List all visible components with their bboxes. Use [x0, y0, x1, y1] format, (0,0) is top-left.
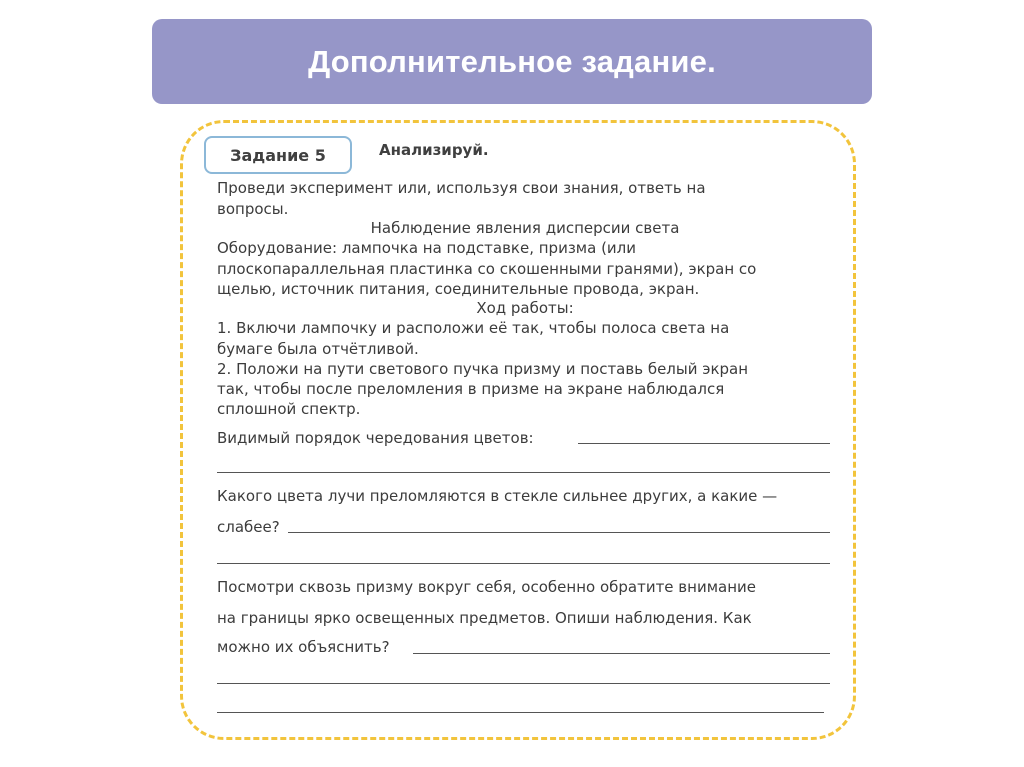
question-3: на границы ярко освещенных предметов. Опиши наблюдения. Как	[217, 609, 752, 627]
intro-line: вопросы.	[217, 200, 289, 218]
question-3: можно их объяснить?	[217, 638, 390, 656]
question-2: Какого цвета лучи преломляются в стекле сильнее других, а какие —	[217, 487, 778, 505]
slide-title: Дополнительное задание.	[308, 43, 716, 79]
task-badge: Задание 5	[204, 136, 352, 174]
answer-line[interactable]	[217, 683, 830, 684]
step-line: сплошной спектр.	[217, 400, 361, 418]
slide-header	[152, 19, 872, 104]
equipment-line: щелью, источник питания, соединительные провода, экран.	[217, 280, 700, 298]
step-line: 2. Положи на пути светового пучка призму и поставь белый экран	[217, 360, 749, 378]
answer-line[interactable]	[217, 563, 830, 564]
question-2: слабее?	[217, 518, 280, 536]
task-heading: Анализируй.	[379, 141, 489, 159]
answer-line[interactable]	[288, 532, 830, 533]
question-1: Видимый порядок чередования цветов:	[217, 429, 534, 447]
equipment-line: плоскопараллельная пластинка со скошенными гранями), экран со	[217, 260, 757, 278]
procedure-title: Ход работы:	[476, 299, 574, 317]
intro-line: Проведи эксперимент или, используя свои знания, ответь на	[217, 179, 706, 197]
step-line: так, чтобы после преломления в призме на экране наблюдался	[217, 380, 725, 398]
experiment-subtitle: Наблюдение явления дисперсии света	[370, 219, 680, 237]
answer-line[interactable]	[413, 653, 830, 654]
step-line: 1. Включи лампочку и расположи её так, чтобы полоса света на	[217, 319, 730, 337]
step-line: бумаге была отчётливой.	[217, 340, 419, 358]
answer-line[interactable]	[578, 443, 830, 444]
answer-line[interactable]	[217, 712, 824, 713]
question-3: Посмотри сквозь призму вокруг себя, особенно обратите внимание	[217, 578, 756, 596]
equipment-line: Оборудование: лампочка на подставке, призма (или	[217, 239, 637, 257]
answer-line[interactable]	[217, 472, 830, 473]
